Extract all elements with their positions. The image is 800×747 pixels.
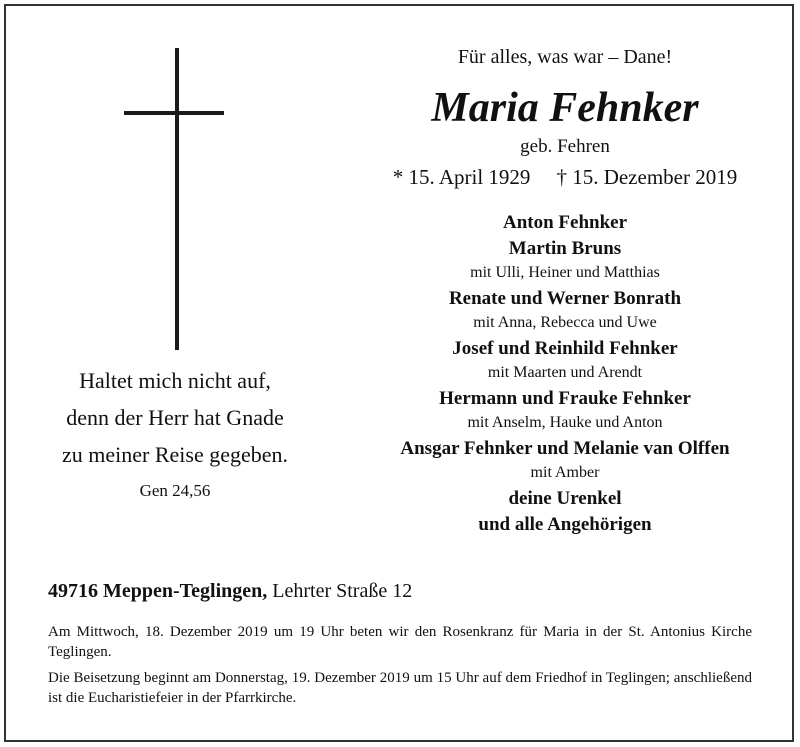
mourner-family: mit Ulli, Heiner und Matthias — [470, 264, 660, 281]
mourner-name: Hermann und Frauke Fehnker — [439, 388, 691, 409]
mourner-entry — [330, 386, 800, 434]
address — [48, 580, 412, 603]
mourner-family: mit Maarten und Arendt — [487, 364, 643, 381]
mourner-name: und alle Angehörigen — [478, 514, 652, 535]
mourner-family: mit Anselm, Hauke und Anton — [467, 414, 663, 431]
service-notices — [48, 622, 752, 714]
mourner-family: mit Anna, Rebecca und Uwe — [473, 314, 657, 331]
mourner-name: Renate und Werner Bonrath — [448, 288, 682, 309]
address-city: 49716 Meppen-Teglingen, — [48, 580, 268, 602]
mourner-entry — [330, 210, 800, 236]
rosary-notice: Am Mittwoch, 18. Dezember 2019 um 19 Uhr beten wir den Rosenkranz für Maria in der St. Antonius Kirche Teglingen. — [48, 624, 752, 660]
deceased-name: Maria Fehnker — [431, 85, 699, 131]
motto: Für alles, was war – Dane! — [457, 46, 673, 68]
quote-source: Gen 24,56 — [139, 481, 211, 500]
mourner-family: mit Amber — [530, 464, 600, 481]
mourner-name: deine Urenkel — [508, 488, 622, 509]
mourner-entry — [330, 236, 800, 284]
address-street: Lehrter Straße 12 — [272, 580, 413, 602]
life-dates — [330, 165, 800, 190]
mourner-entry — [330, 436, 800, 484]
mourner-entry — [330, 512, 800, 538]
mourner-entry — [330, 336, 800, 384]
mourner-name: Josef und Reinhild Fehnker — [452, 338, 678, 359]
mourner-entry — [330, 286, 800, 334]
bible-quote — [30, 362, 320, 501]
mourners-list — [330, 210, 800, 538]
burial-notice: Die Beisetzung beginnt am Donnerstag, 19. Dezember 2019 um 15 Uhr auf dem Friedhof in Teglingen; anschließend ist die Eucharistiefeier in der Pfarrkirche. — [48, 670, 752, 706]
birth-date: * 15. April 1929 — [392, 165, 531, 189]
mourner-name: Anton Fehnker — [502, 212, 628, 233]
cross-icon — [175, 48, 179, 350]
mourner-entry — [330, 486, 800, 512]
mourner-name: Martin Bruns — [508, 238, 622, 259]
birth-name: geb. Fehren — [520, 136, 610, 157]
mourner-name: Ansgar Fehnker und Melanie van Olffen — [400, 438, 730, 459]
quote-line: denn der Herr hat Gnade — [66, 405, 284, 430]
quote-line: Haltet mich nicht auf, — [79, 368, 271, 393]
death-date: † 15. Dezember 2019 — [556, 165, 738, 189]
quote-line: zu meiner Reise gegeben. — [61, 442, 288, 467]
cross-icon-bar — [124, 111, 224, 115]
